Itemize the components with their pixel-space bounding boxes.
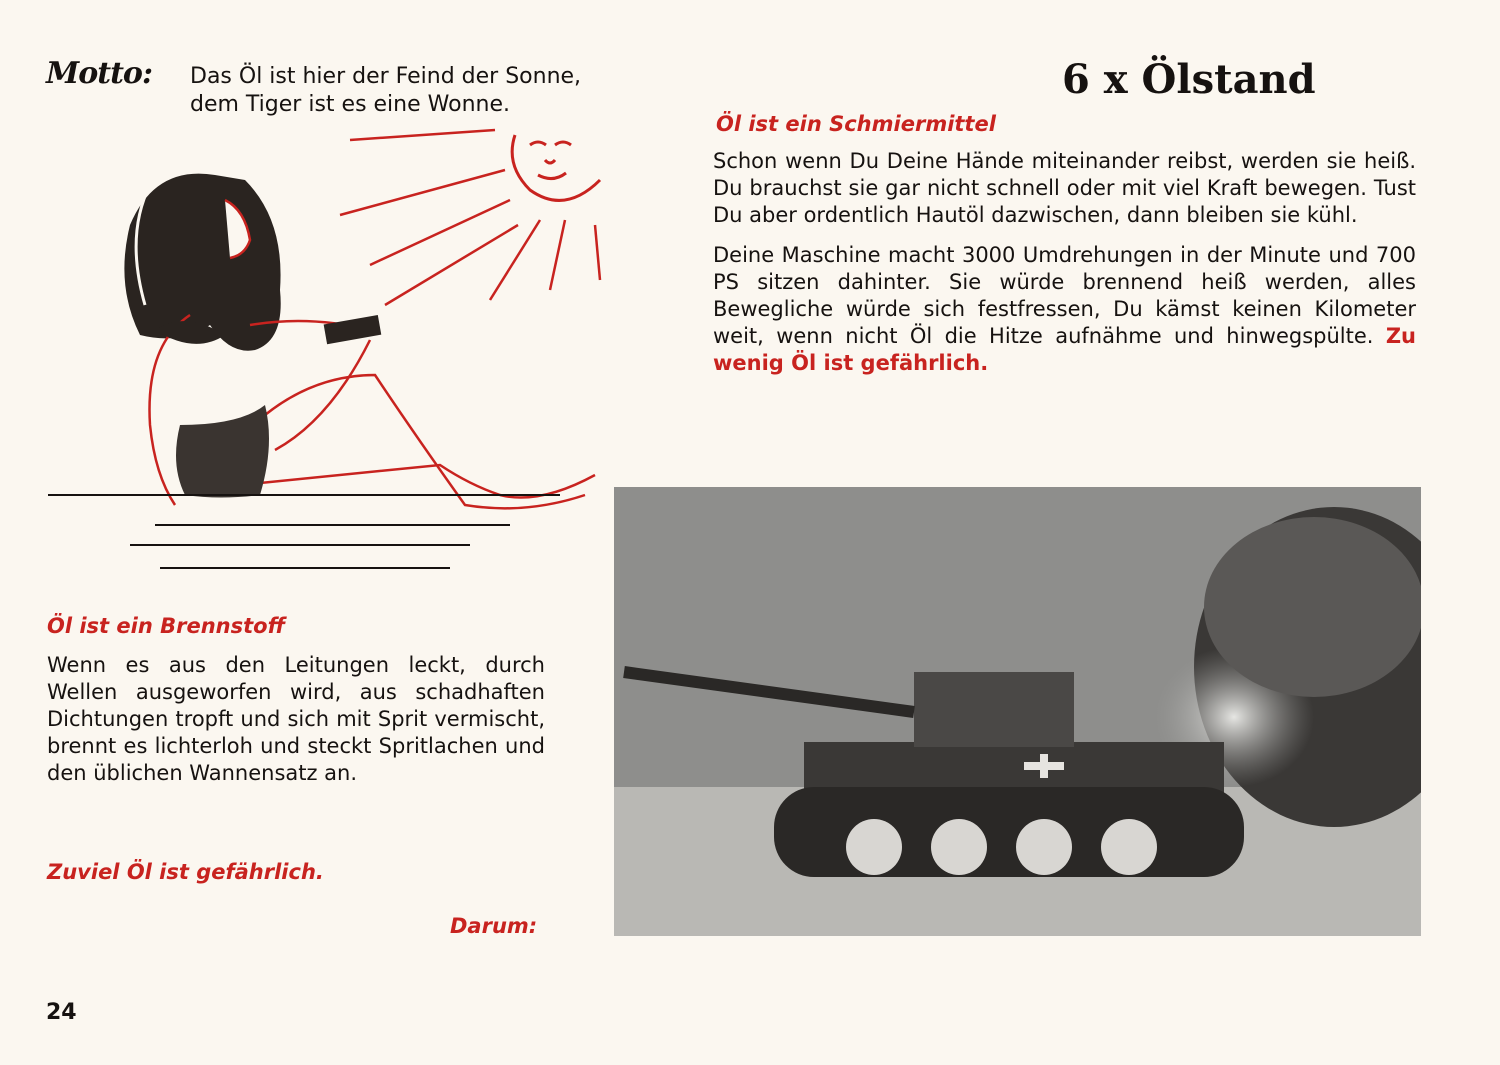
- sun-face-icon: [512, 135, 600, 200]
- motto-line-2: dem Tiger ist es eine Wonne.: [190, 92, 510, 117]
- lubricant-heading: Öl ist ein Schmiermittel: [716, 112, 996, 136]
- closing-label: Darum:: [450, 914, 538, 938]
- fuel-heading: Öl ist ein Brennstoff: [47, 614, 286, 638]
- page-number: 24: [46, 1000, 77, 1025]
- burning-tank-photo: [614, 487, 1421, 936]
- too-much-oil-warning: Zuviel Öl ist gefährlich.: [47, 860, 324, 884]
- lubricant-text: [713, 148, 1416, 390]
- sunbathing-illustration: [40, 115, 630, 575]
- lubricant-paragraph-2-text: Deine Maschine macht 3000 Umdrehungen in der Minute und 700 PS sitzen dahinter. Sie würde brennend heiß werden, alles Bewegliche würde sich festfressen, Du kämst keinen Kilometer weit, wenn nicht Öl die Hitze aufnähme und hinwegspülte.: [713, 243, 1416, 348]
- lubricant-paragraph-1: Schon wenn Du Deine Hände miteinander reibst, werden sie heiß. Du brauchst sie gar nicht schnell oder mit viel Kraft bewegen. Tust Du aber ordentlich Hautöl dazwischen, dann bleiben sie kühl.: [713, 149, 1416, 227]
- motto-label: Motto:: [46, 56, 153, 91]
- motto-line-1: Das Öl ist hier der Feind der Sonne,: [190, 64, 582, 89]
- fuel-paragraph: Wenn es aus den Leitungen leckt, durch Wellen ausgeworfen wird, aus schadhaften Dichtungen tropft und sich mit Sprit vermischt, brennt es lichterloh und steckt Spritlachen und den üblichen Wannensatz an.: [47, 653, 545, 785]
- page-title: 6 x Ölstand: [1062, 56, 1316, 103]
- lubricant-paragraph-2: [713, 242, 1416, 377]
- too-little-oil-warning: Zu wenig Öl ist gefährlich.: [713, 324, 1416, 375]
